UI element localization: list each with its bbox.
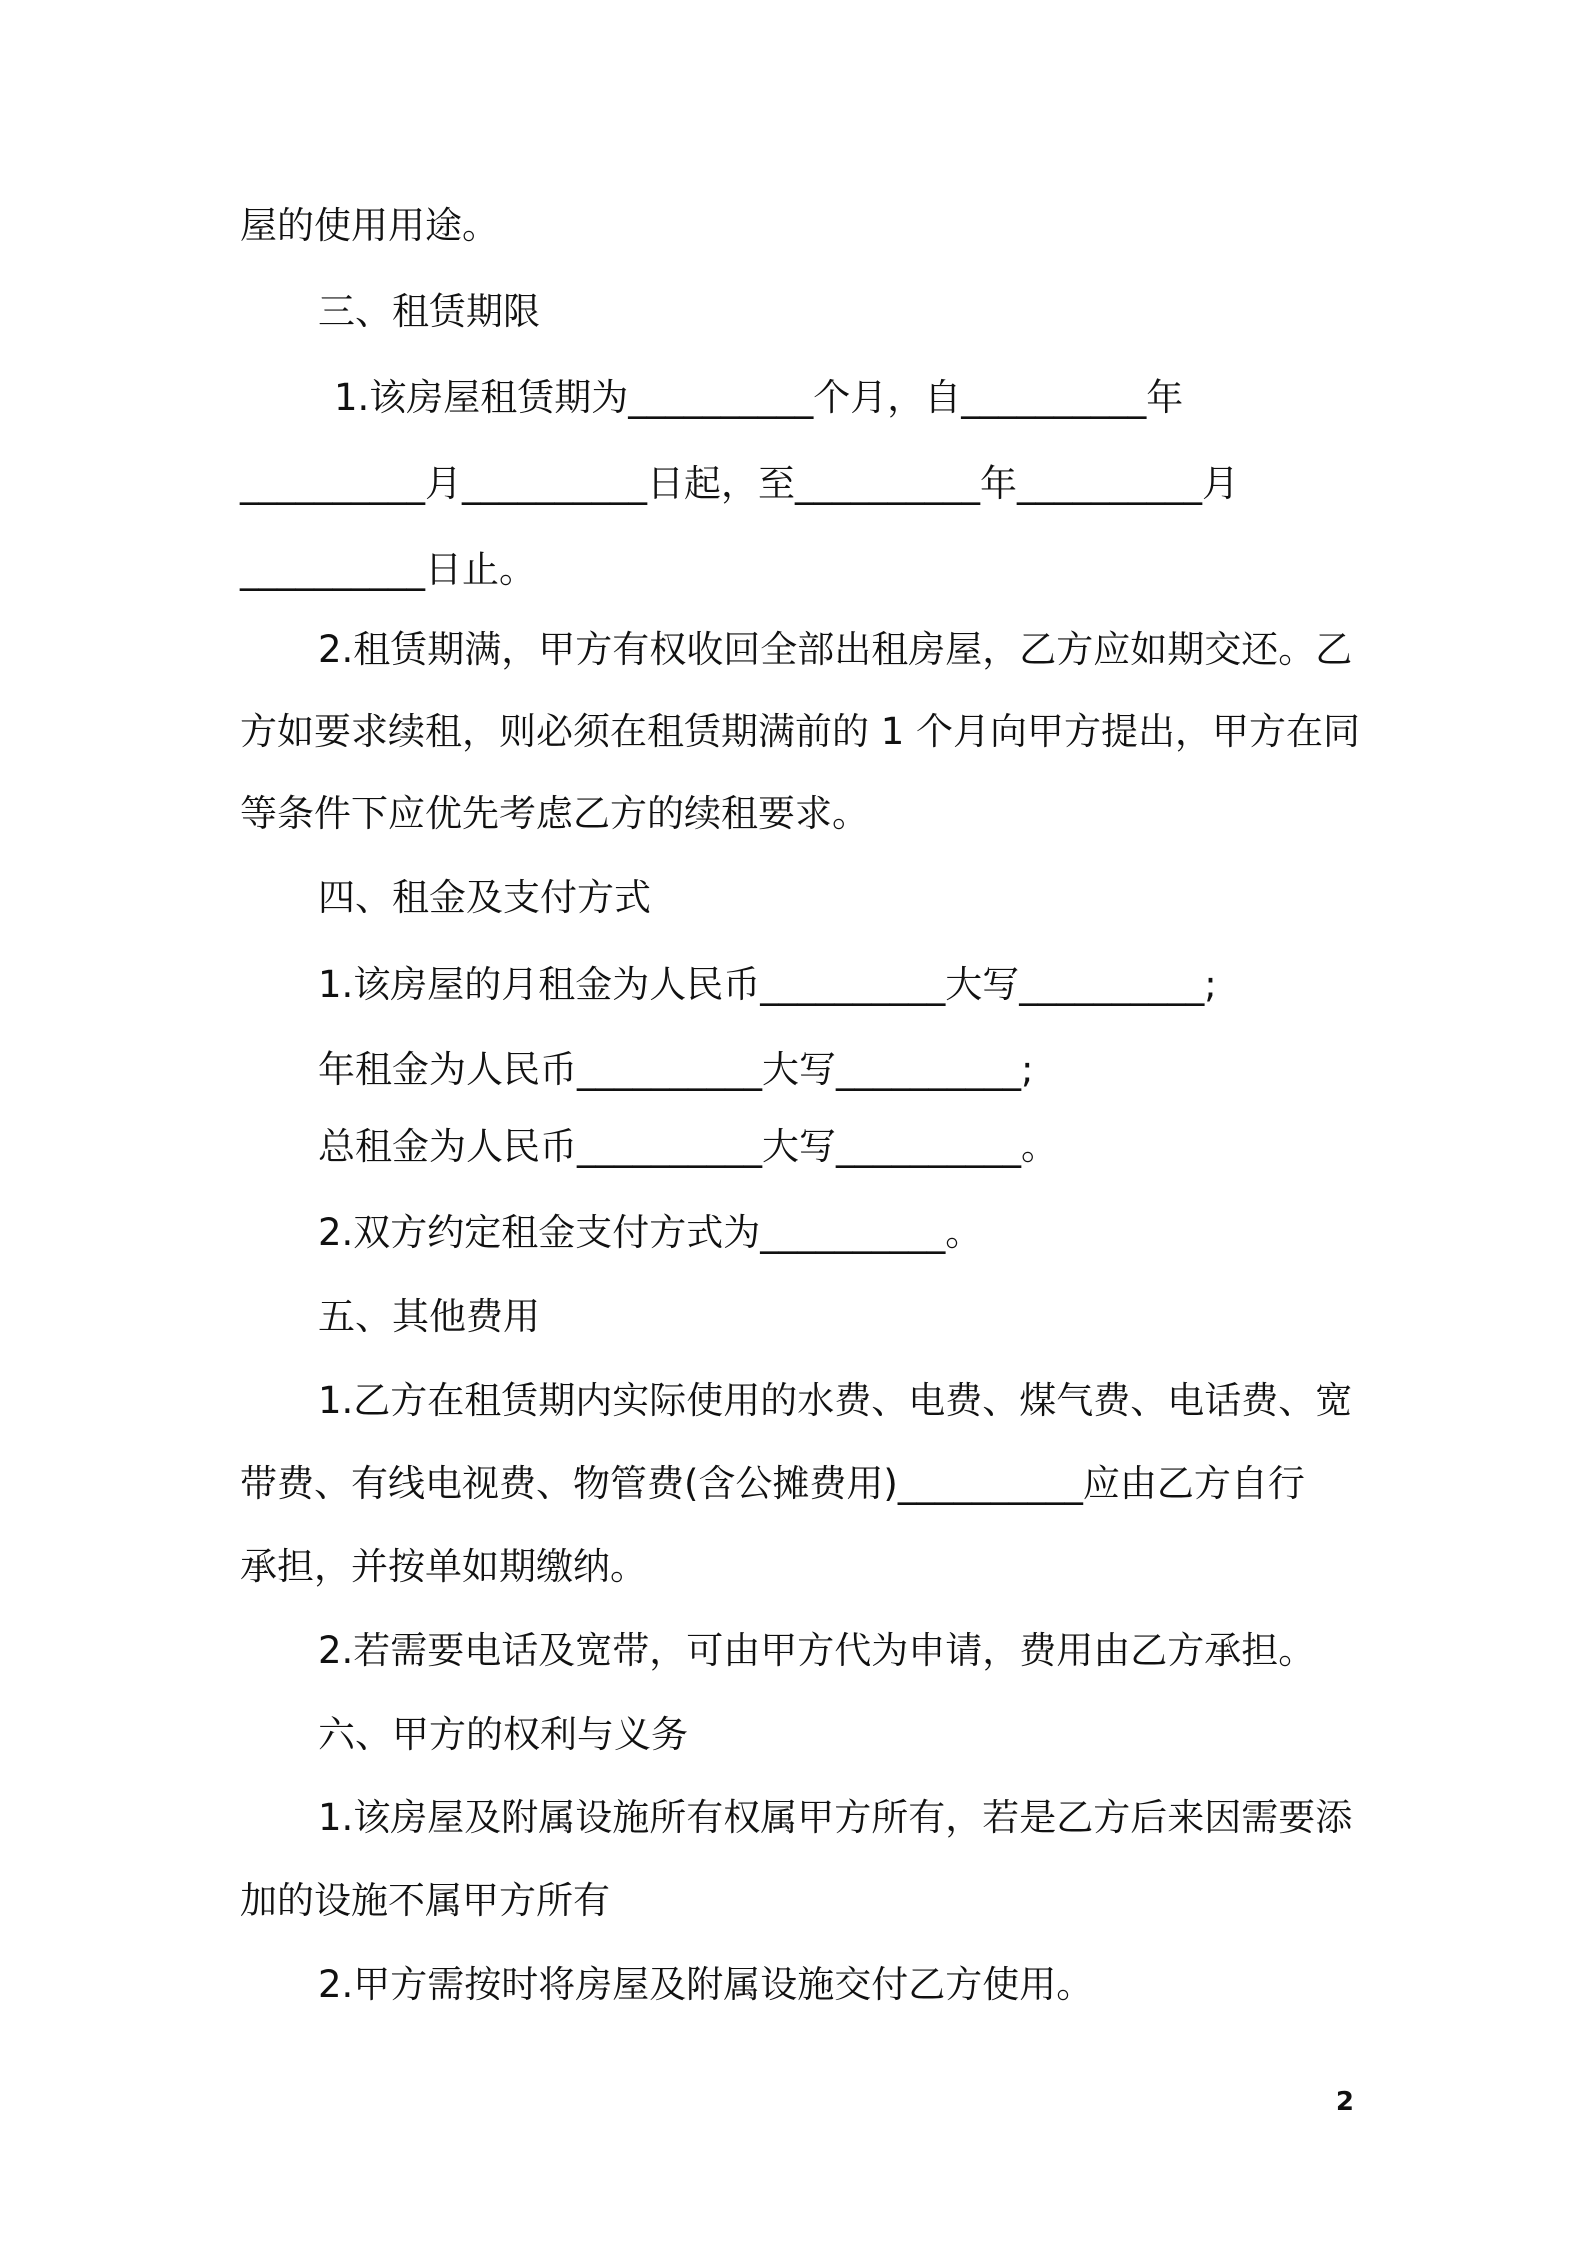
- section-heading-other-fees: 五、其他费用: [318, 1295, 540, 1338]
- clause-4-1-annual-rent: 年租金为人民币__________大写__________;: [318, 1048, 1034, 1091]
- text-line-continuation: 屋的使用用途。: [240, 204, 499, 247]
- clause-3-2-line-1: 2.租赁期满，甲方有权收回全部出租房屋，乙方应如期交还。乙: [318, 628, 1353, 671]
- clause-6-1-line-2: 加的设施不属甲方所有: [240, 1879, 610, 1922]
- clause-4-1-monthly-rent: 1.该房屋的月租金为人民币__________大写__________;: [318, 963, 1217, 1006]
- section-heading-lease-term: 三、租赁期限: [318, 290, 540, 333]
- clause-4-2-payment-method: 2.双方约定租金支付方式为__________。: [318, 1211, 983, 1254]
- clause-4-1-total-rent: 总租金为人民币__________大写__________。: [318, 1125, 1058, 1168]
- clause-6-1-line-1: 1.该房屋及附属设施所有权属甲方所有，若是乙方后来因需要添: [318, 1796, 1353, 1839]
- section-heading-rent-payment: 四、租金及支付方式: [318, 876, 651, 919]
- clause-5-1-line-1: 1.乙方在租赁期内实际使用的水费、电费、煤气费、电话费、宽: [318, 1379, 1353, 1422]
- clause-5-2: 2.若需要电话及宽带，可由甲方代为申请，费用由乙方承担。: [318, 1629, 1316, 1672]
- clause-5-1-line-3: 承担，并按单如期缴纳。: [240, 1545, 647, 1588]
- clause-5-1-line-2: 带费、有线电视费、物管费(含公摊费用)__________应由乙方自行: [240, 1462, 1305, 1505]
- clause-3-1-line-3: __________日止。: [240, 548, 536, 591]
- clause-3-2-line-2: 方如要求续租，则必须在租赁期满前的 1 个月向甲方提出，甲方在同: [240, 710, 1361, 753]
- clause-3-1-line-2: __________月__________日起，至__________年__________月: [240, 462, 1239, 505]
- clause-6-2: 2.甲方需按时将房屋及附属设施交付乙方使用。: [318, 1963, 1094, 2006]
- page-number: 2: [1335, 2087, 1354, 2117]
- section-heading-landlord-rights: 六、甲方的权利与义务: [318, 1713, 688, 1756]
- clause-3-1-line-1: 1.该房屋租赁期为__________个月，自__________年: [334, 376, 1184, 419]
- clause-3-2-line-3: 等条件下应优先考虑乙方的续租要求。: [240, 792, 869, 835]
